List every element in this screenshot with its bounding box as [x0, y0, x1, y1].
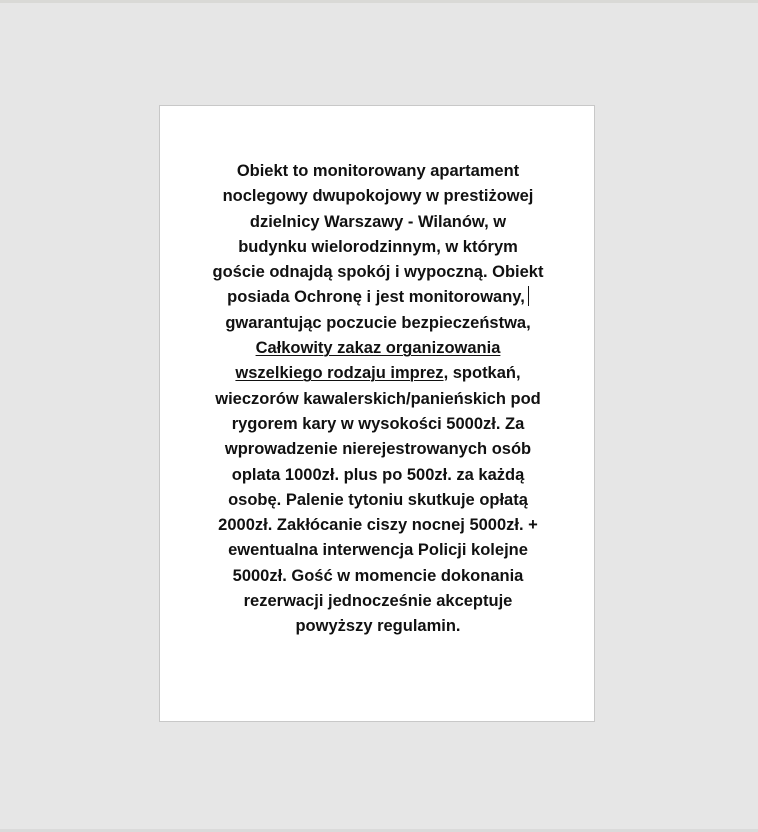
- text-line: goście odnajdą spokój i wypoczną. Obiekt: [212, 263, 544, 282]
- text-line: budynku wielorodzinnym, w którym: [238, 237, 518, 256]
- text-line-with-caret: [160, 285, 596, 310]
- text-cursor: [528, 286, 529, 306]
- text-line: rezerwacji jednocześnie akceptuje: [243, 592, 513, 611]
- underlined-text-segment: wszelkiego rodzaju imprez: [235, 364, 444, 383]
- text-line: 5000zł. Gość w momencie dokonania: [232, 566, 524, 585]
- text-line: wprowadzenie nierejestrowanych osób: [224, 440, 532, 459]
- window-top-edge: [0, 0, 758, 3]
- text-line-content: posiada Ochronę i jest monitorowany,: [227, 288, 525, 307]
- document-body-text[interactable]: [160, 159, 596, 640]
- text-line-mixed: [160, 361, 596, 386]
- text-line: powyższy regulamin.: [295, 617, 461, 636]
- text-line: Obiekt to monitorowany apartament: [236, 162, 520, 180]
- underlined-text-line: Całkowity zakaz organizowania: [255, 339, 501, 358]
- text-line: dzielnicy Warszawy - Wilanów, w: [249, 212, 507, 231]
- text-line: osobę. Palenie tytoniu skutkuje opłatą: [228, 490, 528, 509]
- text-line: wieczorów kawalerskich/panieńskich pod: [215, 389, 541, 408]
- text-line: ewentualna interwencja Policji kolejne: [228, 541, 528, 560]
- text-line: 2000zł. Zakłócanie ciszy nocnej 5000zł. +: [218, 516, 538, 535]
- text-line: gwarantując poczucie bezpieczeństwa,: [225, 313, 531, 332]
- text-line: noclegowy dwupokojowy w prestiżowej: [222, 187, 534, 206]
- document-page[interactable]: [159, 105, 595, 722]
- text-segment: , spotkań,: [443, 364, 521, 383]
- text-line: oplata 1000zł. plus po 500zł. za każdą: [231, 465, 525, 484]
- text-line: rygorem kary w wysokości 5000zł. Za: [231, 414, 525, 433]
